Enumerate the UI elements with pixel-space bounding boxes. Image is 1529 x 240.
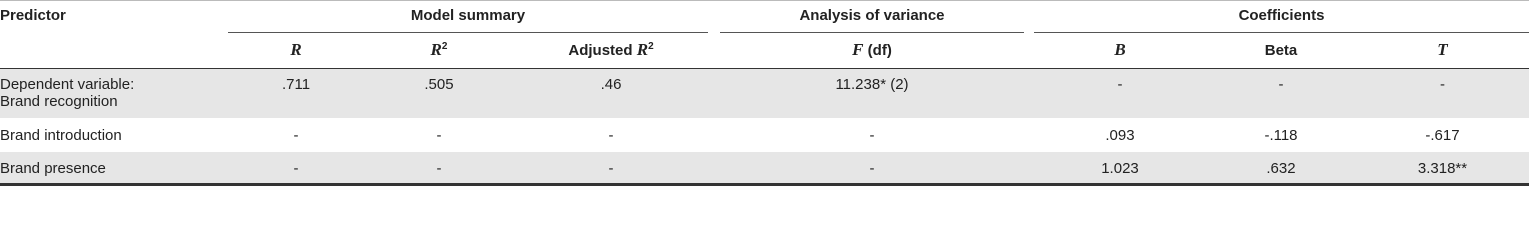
table-row [0,118,1529,152]
cell-t: 3.318** [1417,160,1468,177]
cell-r-squared: .505 [424,76,454,93]
header-row-groups [0,0,1529,32]
header-r-squared: $R^2$ [430,40,448,59]
header-f-df: F (df) [852,40,892,59]
header-anova: Analysis of variance [799,7,945,24]
cell-f-df: 11.238* (2) [835,76,909,93]
header-beta: Beta [1264,42,1298,59]
row-predictor: Brand presence [0,160,106,177]
row-predictor: Dependent variable: Brand recognition [0,76,135,110]
cell-f-df: - [869,160,875,177]
header-r: R [290,40,302,59]
cell-beta: - [1278,76,1284,93]
cell-beta: -.118 [1264,127,1298,144]
cell-r: - [293,127,299,144]
header-coefficients: Coefficients [1238,7,1325,24]
cell-t: -.617 [1425,127,1460,144]
header-adjusted-r-squared: Adjusted $R^2$ [568,40,654,59]
table-bottom-rule [0,183,1529,186]
row-predictor: Brand introduction [0,127,122,144]
cell-b: - [1117,76,1123,93]
cell-adjusted-r-squared: - [608,127,614,144]
cell-beta: .632 [1266,160,1296,177]
cell-r-squared: - [436,127,442,144]
cell-r: .711 [281,76,311,93]
table-row [0,152,1529,183]
cell-adjusted-r-squared: - [608,160,614,177]
cell-f-df: - [869,127,875,144]
header-predictor: Predictor [0,7,66,24]
header-row-columns [0,32,1529,68]
header-b: B [1114,40,1126,59]
cell-adjusted-r-squared: .46 [600,76,622,93]
cell-r: - [293,160,299,177]
table-row [0,69,1529,118]
header-t: T [1437,40,1448,59]
cell-b: .093 [1105,127,1135,144]
cell-b: 1.023 [1101,160,1139,177]
cell-r-squared: - [436,160,442,177]
header-model-summary: Model summary [410,7,526,24]
cell-t: - [1440,76,1445,93]
